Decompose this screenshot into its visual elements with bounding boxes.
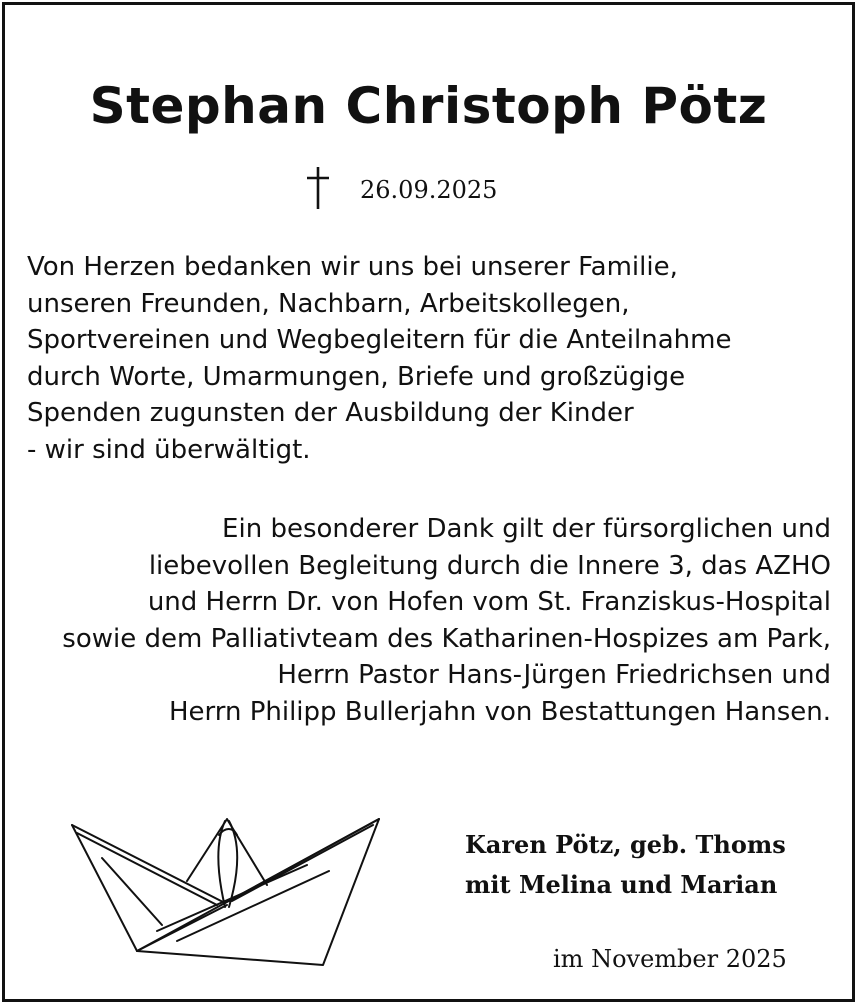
obituary-notice: [2, 2, 855, 1002]
thanks-line: Von Herzen bedanken wir uns bei unserer Familie,: [27, 252, 678, 282]
cross-icon: [305, 165, 331, 211]
special-thanks-line: Ein besonderer Dank gilt der fürsorglichen und: [222, 514, 831, 544]
deceased-name: Stephan Christoph Pötz: [89, 77, 768, 135]
special-thanks-line: sowie dem Palliativteam des Katharinen-Hospizes am Park,: [62, 623, 831, 654]
special-thanks-line: Herrn Pastor Hans-Jürgen Friedrichsen und: [277, 660, 831, 691]
signature-block: [465, 825, 786, 905]
special-thanks-line: liebevollen Begleitung durch die Innere 3, das AZHO: [148, 550, 831, 581]
thanks-paragraph: [27, 249, 837, 469]
thanks-line: unseren Freunden, Nachbarn, Arbeitskollegen,: [27, 288, 630, 319]
signature-line: mit Melina und Marian: [465, 870, 778, 899]
signature-line: Karen Pötz, geb. Thoms: [465, 830, 786, 859]
paper-boat-illustration: [67, 813, 382, 973]
thanks-line: Sportvereinen und Wegbegleitern für die Anteilnahme: [27, 325, 732, 356]
special-thanks-line: und Herrn Dr. von Hofen vom St. Franziskus-Hospital: [147, 587, 831, 618]
death-date: 26.09.2025: [360, 176, 498, 204]
special-thanks-paragraph: [5, 511, 831, 731]
thanks-line: Spenden zugunsten der Ausbildung der Kinder: [27, 398, 634, 429]
special-thanks-line: Herrn Philipp Bullerjahn von Bestattungen Hansen.: [168, 696, 831, 727]
thanks-line: - wir sind überwältigt.: [27, 434, 311, 465]
thanks-line: durch Worte, Umarmungen, Briefe und großzügige: [27, 361, 686, 392]
date-line: im November 2025: [553, 945, 787, 973]
